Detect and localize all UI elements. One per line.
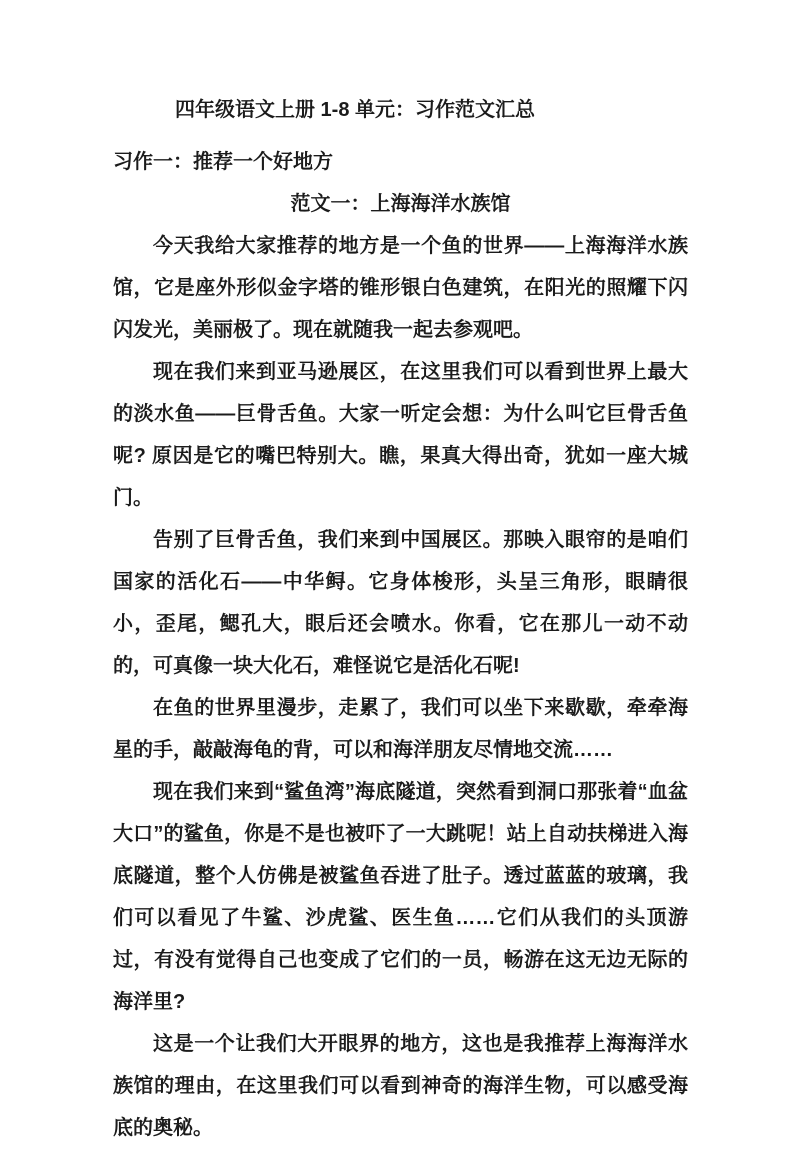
essay-paragraph: 今天我给大家推荐的地方是一个鱼的世界——上海海洋水族馆，它是座外形似金字塔的锥形银白色建筑，在阳光的照耀下闪闪发光，美丽极了。现在就随我一起去参观吧。 bbox=[113, 235, 688, 341]
essay-subtitle: 范文一：上海海洋水族馆 bbox=[290, 193, 511, 215]
essay-paragraph: 告别了巨骨舌鱼，我们来到中国展区。那映入眼帘的是咱们国家的活化石——中华鲟。它身体梭形，头呈三角形，眼睛很小，歪尾，鳃孔大，眼后还会喷水。你看，它在那儿一动不动的，可真像一块大化石，难怪说它是活化石呢! bbox=[113, 529, 688, 677]
essay-paragraph: 在鱼的世界里漫步，走累了，我们可以坐下来歇歇，牵牵海星的手，敲敲海龟的背，可以和海洋朋友尽情地交流…… bbox=[113, 697, 688, 761]
essay-paragraph: 现在我们来到亚马逊展区，在这里我们可以看到世界上最大的淡水鱼——巨骨舌鱼。大家一听定会想：为什么叫它巨骨舌鱼呢? 原因是它的嘴巴特别大。瞧，果真大得出奇，犹如一座大城门。 bbox=[113, 361, 688, 509]
document-title: 四年级语文上册 1-8 单元：习作范文汇总 bbox=[175, 99, 536, 121]
essay-body bbox=[113, 225, 688, 1149]
section-heading: 习作一：推荐一个好地方 bbox=[113, 151, 333, 173]
essay-paragraph: 现在我们来到“鲨鱼湾”海底隧道，突然看到洞口那张着“血盆大口”的鲨鱼，你是不是也被吓了一大跳呢！站上自动扶梯进入海底隧道，整个人仿佛是被鲨鱼吞进了肚子。透过蓝蓝的玻璃，我们可以看见了牛鲨、沙虎鲨、医生鱼……它们从我们的头顶游过，有没有觉得自己也变成了它们的一员，畅游在这无边无际的海洋里? bbox=[113, 781, 688, 1013]
essay-paragraph: 这是一个让我们大开眼界的地方，这也是我推荐上海海洋水族馆的理由，在这里我们可以看到神奇的海洋生物，可以感受海底的奥秘。 bbox=[113, 1033, 688, 1139]
